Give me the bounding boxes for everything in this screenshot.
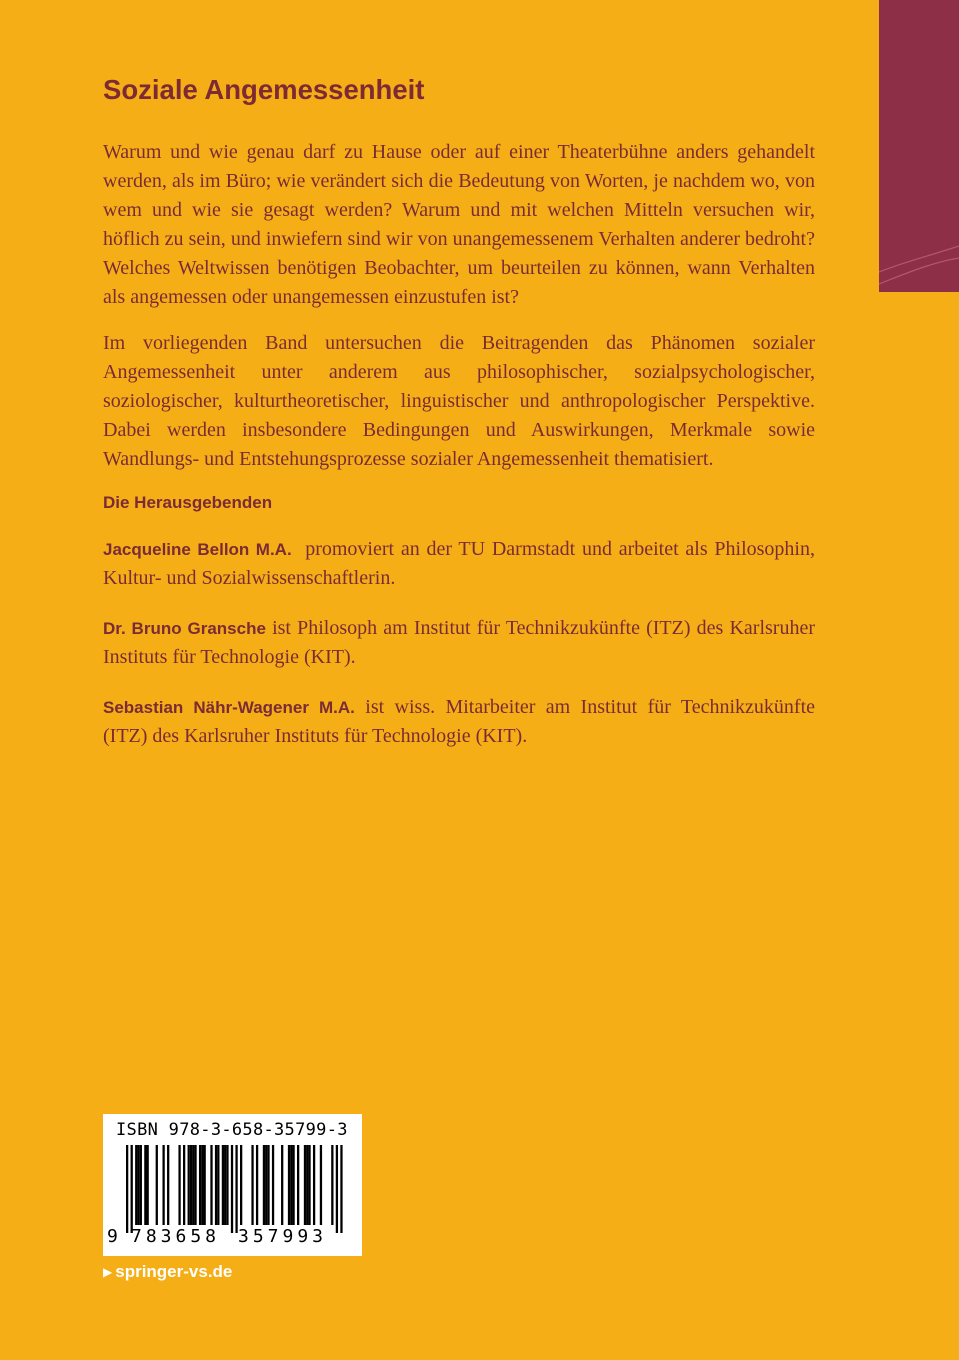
editor-description: promoviert an der TU Darmstadt und arbeitet als Philosophin, Kultur- und Sozialwissenschaftlerin. — [103, 538, 815, 589]
editor-description: ist Philosoph am Institut für Technikzukünfte (ITZ) des Karlsruher Instituts für Technologie (KIT). — [103, 617, 815, 668]
blurb-paragraph-2: Im vorliegenden Band untersuchen die Beitragenden das Phänomen sozialer Angemessenheit unter anderem aus philosophischer, sozialpsychologischer, soziologischer, kulturtheoretischer, linguistischer und anthropologischer Perspektive. Dabei werden insbesondere Bedingungen und Auswirkungen, Merkmale sowie Wandlungs- und Entstehungsprozesse sozialer Angemessenheit thematisiert. — [103, 332, 815, 470]
barcode-bar — [126, 1145, 128, 1233]
barcode-bar — [267, 1145, 269, 1225]
barcode-bar — [188, 1145, 190, 1225]
barcode-bar — [304, 1145, 306, 1225]
ean-right-group: 357993 — [238, 1226, 328, 1247]
barcode-bar — [222, 1145, 224, 1225]
barcode-bar — [340, 1145, 342, 1233]
isbn-barcode — [103, 1114, 362, 1256]
barcode-bar — [226, 1145, 228, 1225]
corner-swoosh-lines — [879, 0, 959, 292]
barcode-bar — [263, 1145, 265, 1225]
barcode-bar — [313, 1145, 315, 1225]
editors-heading: Die Herausgebenden — [103, 493, 273, 512]
editor-bio-1 — [103, 535, 815, 593]
website-text: springer-vs.de — [115, 1262, 233, 1281]
barcode-bar — [131, 1145, 133, 1233]
blurb-paragraph-1: Warum und wie genau darf zu Hause oder auf einer Theaterbühne anders gehandelt werden, als im Büro; wie verändert sich die Bedeutung von Worten, je nachdem wo, von wem und wie sie gesagt werden? Warum und mit welchen Mitteln versuchen wir, höflich zu sein, und inwiefern sind wir von unangemessenem Verhalten anderer bedroht? Welches Weltwissen benötigen Beobachter, um beurteilen zu können, wann Verhalten als angemessen oder unangemessen einzustufen ist? — [103, 141, 815, 308]
barcode-bar — [201, 1145, 203, 1225]
ean-first-digit: 9 — [107, 1226, 118, 1247]
barcode-bar — [194, 1145, 196, 1225]
barcode-bar — [288, 1145, 290, 1225]
editor-name: Dr. Bruno Gransche — [103, 619, 266, 638]
barcode-bar — [306, 1145, 308, 1225]
barcode-bar — [167, 1145, 169, 1225]
barcode-bar — [281, 1145, 283, 1225]
editor-name: Sebastian Nähr-Wagener M.A. — [103, 698, 355, 717]
ean-left-group: 783658 — [131, 1226, 221, 1247]
barcode-bar — [215, 1145, 217, 1225]
barcode-bar — [140, 1145, 142, 1225]
barcode-bars — [118, 1145, 348, 1233]
barcode-bar — [183, 1145, 185, 1225]
editor-name: Jacqueline Bellon M.A. — [103, 540, 292, 559]
barcode-bar — [272, 1145, 274, 1225]
barcode-bar — [178, 1145, 180, 1225]
barcode-bar — [292, 1145, 294, 1225]
barcode-bar — [308, 1145, 310, 1225]
publisher-website-link[interactable] — [103, 1262, 232, 1282]
barcode-bar — [235, 1145, 237, 1233]
barcode-bar — [231, 1145, 233, 1233]
barcode-bar — [240, 1145, 242, 1225]
barcode-bar — [224, 1145, 226, 1225]
barcode-bar — [265, 1145, 267, 1225]
barcode-bar — [336, 1145, 338, 1233]
ean-digits — [103, 1226, 362, 1250]
barcode-bar — [199, 1145, 201, 1225]
barcode-bar — [135, 1145, 137, 1225]
editor-bio-2 — [103, 614, 815, 672]
editor-bio-3 — [103, 693, 815, 751]
play-arrow-icon: ▶ — [103, 1265, 113, 1279]
book-title: Soziale Angemessenheit — [103, 74, 425, 105]
barcode-bar — [156, 1145, 158, 1225]
barcode-bar — [144, 1145, 146, 1225]
barcode-bar — [204, 1145, 206, 1225]
barcode-bar — [331, 1145, 333, 1225]
corner-accent-band — [879, 0, 959, 292]
back-cover-text — [103, 72, 815, 751]
editor-description: ist wiss. Mitarbeiter am Institut für Technikzukünfte (ITZ) des Karlsruher Instituts für Technologie (KIT). — [103, 696, 816, 747]
isbn-label: ISBN 978-3-658-35799-3 — [116, 1120, 348, 1140]
barcode-bar — [210, 1145, 212, 1225]
barcode-bar — [251, 1145, 253, 1225]
barcode-bar — [297, 1145, 299, 1225]
barcode-bar — [217, 1145, 219, 1225]
barcode-bar — [147, 1145, 149, 1225]
barcode-bar — [290, 1145, 292, 1225]
barcode-bar — [320, 1145, 322, 1225]
barcode-bar — [137, 1145, 139, 1225]
barcode-bar — [192, 1145, 194, 1225]
barcode-bar — [256, 1145, 258, 1225]
barcode-bar — [190, 1145, 192, 1225]
barcode-bar — [162, 1145, 164, 1225]
